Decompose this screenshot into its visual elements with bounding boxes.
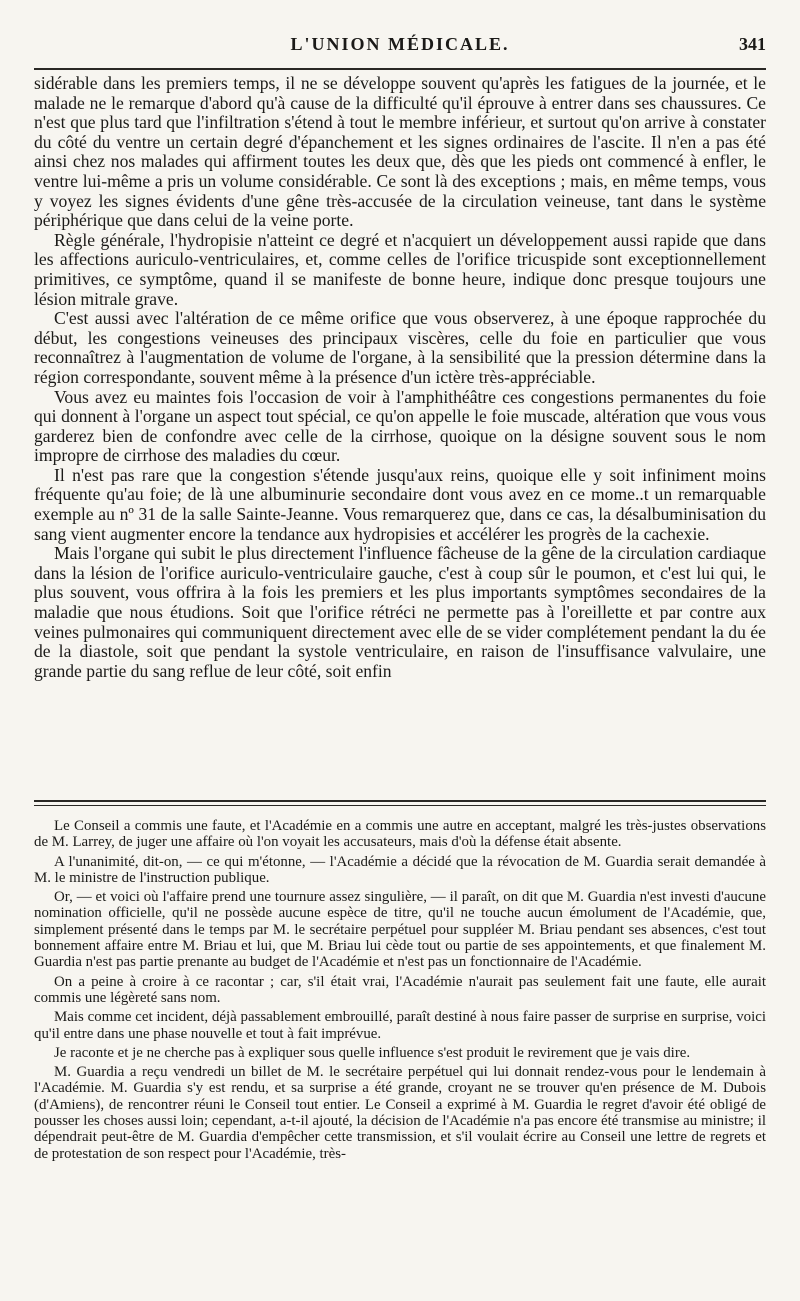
feuilleton-paragraph: A l'unanimité, dit-on, — ce qui m'étonne, — l'Académie a décidé que la révocation de M. Guardia serait demandée à M. le ministre de l'instruction publique. (34, 853, 766, 886)
page-header (34, 30, 766, 64)
header-rule (34, 68, 766, 70)
feuilleton-paragraph: Le Conseil a commis une faute, et l'Académie en a commis une autre en acceptant, malgré les très-justes observations de M. Larrey, de juger une affaire où l'on voyait les accusateurs, mais d'où la défense était absente. (34, 818, 766, 851)
main-article (34, 74, 766, 790)
feuilleton-separator (34, 800, 766, 806)
page-number: 341 (739, 34, 766, 54)
paragraph: sidérable dans les premiers temps, il ne se développe souvent qu'après les fatigues de la journée, et le malade ne le remarque d'abord qu'à cause de la difficulté qu'il éprouve à entrer dans ses chaussures. Ce n'est que plus tard que l'infiltration s'étend à tout le membre inférieur, et surtout qu'on arrive à constater du côté du ventre un certain degré d'épanchement et les signes ordinaires de l'ascite. Il n'en a pas été ainsi chez nos malades qui affirment toutes les deux que, dès que les pieds ont commencé à enfler, le ventre lui-même a pris un volume considérable. Ce sont là des exceptions ; mais, en même temps, vous y voyez les signes évidents d'une gêne très-accusée de la circulation veineuse, tant dans le système périphérique que dans celui de la veine porte. (34, 74, 766, 231)
paragraph: Mais l'organe qui subit le plus directement l'influence fâcheuse de la gêne de la circulation cardiaque dans la lésion de l'orifice auriculo-ventriculaire gauche, c'est à coup sûr le poumon, et c'est lui qui, le plus souvent, vous offrira à la fois les premiers et les plus importants symptômes secondaires de la maladie que nous étudions. Soit que l'orifice rétréci ne permette pas à l'oreillette et par contre aux veines pulmonaires qui communiquent directement avec elle de se vider complétement pendant la du ée de la diastole, soit que pendant la systole ventriculaire, en raison de l'insuffisance valvulaire, une grande partie du sang reflue de leur côté, soit enfin (34, 543, 766, 681)
paragraph: Vous avez eu maintes fois l'occasion de voir à l'amphithéâtre ces congestions permanentes du foie qui donnent à l'organe un aspect tout spécial, ce qu'on appelle le foie muscade, altération que vous vous garderez bien de confondre avec celle de la cirrhose, quoique on la désigne souvent sous le nom impropre de cirrhose des maladies du cœur. (34, 386, 766, 466)
feuilleton-paragraph: Mais comme cet incident, déjà passablement embrouillé, paraît destiné à nous faire passer de surprise en surprise, voici qu'il entre dans une phase nouvelle et tout à fait imprévue. (34, 1009, 766, 1042)
paragraph: Il n'est pas rare que la congestion s'étende jusqu'aux reins, quoique elle y soit infiniment moins fréquente qu'au foie; de là une albuminurie secondaire dont vous avez en ce mome..t un remarquable exemple au nº 31 de la salle Sainte-Jeanne. Vous remarquerez que, dans ce cas, la désalbuminisation du sang vient augmenter encore la tendance aux hydropisies et accélérer les progrès de la cachexie. (34, 464, 766, 544)
running-title: L'UNION MÉDICALE. (290, 34, 510, 54)
feuilleton-section (34, 818, 766, 1290)
feuilleton-paragraph: On a peine à croire à ce racontar ; car, s'il était vrai, l'Académie n'aurait pas seulement fait une faute, elle aurait commis une légèreté sans nom. (34, 973, 766, 1006)
feuilleton-paragraph: Je raconte et je ne cherche pas à expliquer sous quelle influence s'est produit le revirement que je vais dire. (54, 1044, 691, 1061)
feuilleton-paragraph: Or, — et voici où l'affaire prend une tournure assez singulière, — il paraît, on dit que M. Guardia n'est investi d'aucune nomination officielle, qu'il ne possède aucune espèce de titre, qu'il ne touche aucun émolument de l'Académie, que, simplement présenté dans le temps par M. le secrétaire perpétuel pour suppléer M. Briau pendant ses absences, c'est tout bonnement affaire entre M. Briau et lui, que M. Briau lui cède tout ou partie de ses appointements, et que finalement M. Guardia n'est pas partie prenante au budget de l'Académie et n'est pas un fonctionnaire de l'Académie. (34, 889, 766, 971)
paragraph: C'est aussi avec l'altération de ce même orifice que vous observerez, à une époque rapprochée du début, les congestions veineuses des principaux viscères, celle du foie en particulier que vous reconnaîtrez à l'augmentation de volume de l'organe, à la sensibilité que la pression détermine dans la région correspondante, souvent même à la présence d'un ictère très-appréciable. (34, 308, 766, 387)
paragraph: Règle générale, l'hydropisie n'atteint ce degré et n'acquiert un développement aussi rapide que dans les affections auriculo-ventriculaires, et, comme celles de l'orifice tricuspide sont exceptionnellement primitives, ce symptôme, quand il se manifeste de bonne heure, indique donc presque toujours une lésion mitrale grave. (34, 229, 766, 309)
feuilleton-paragraph: M. Guardia a reçu vendredi un billet de M. le secrétaire perpétuel qui lui donnait rendez-vous pour le lendemain à l'Académie. M. Guardia s'y est rendu, et sa surprise a été grande, croyant ne se trouver qu'en présence de M. Dubois (d'Amiens), de rencontrer réuni le Conseil tout entier. Le Conseil a exprimé à M. Guardia le regret d'avoir été obligé de pousser les choses aussi loin; cependant, a-t-il ajouté, la décision de l'Académie n'a pas encore été transmise au ministre; il dépendrait peut-être de M. Guardia d'empêcher cette transmission, et s'il voulait écrire au Conseil une lettre de regrets et de protestation de son respect pour l'Académie, très- (34, 1064, 766, 1162)
